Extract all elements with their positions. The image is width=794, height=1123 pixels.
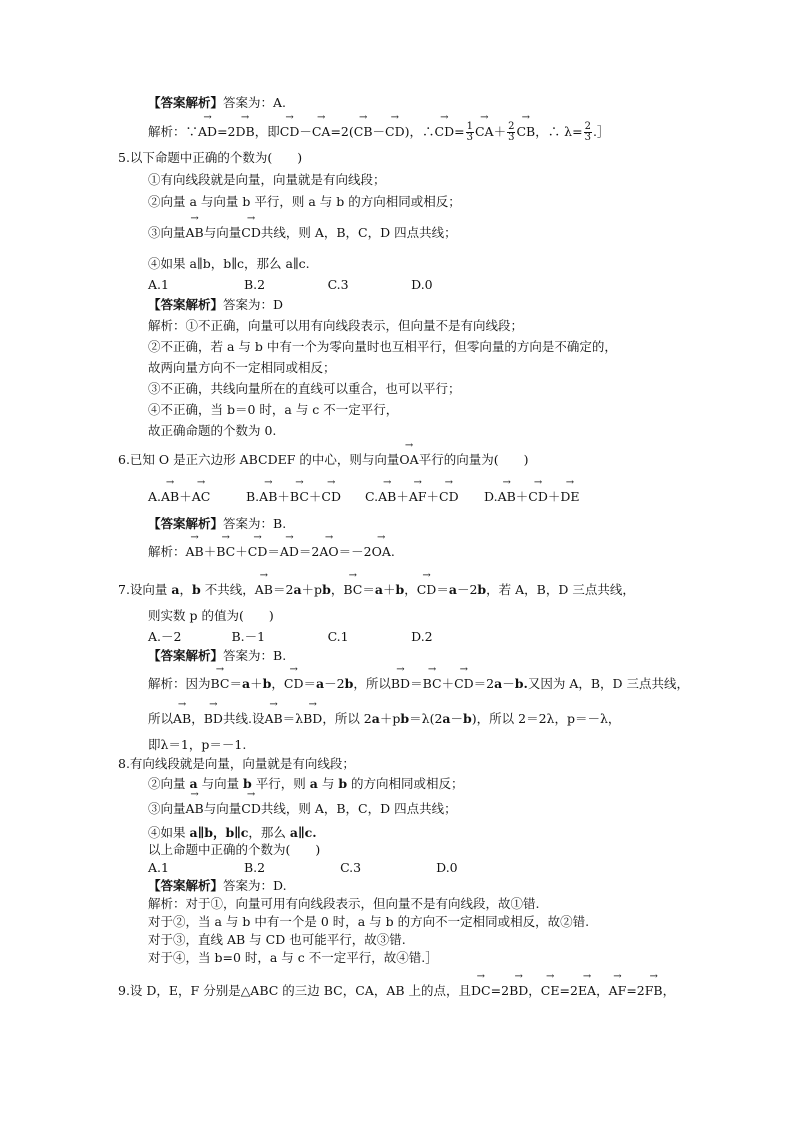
- bold-vector: a: [309, 776, 318, 791]
- q8-prop-1: 8.有向线段就是向量，向量就是有向线段；: [118, 756, 355, 771]
- q6-stem: [118, 452, 528, 468]
- text: －: [299, 124, 312, 139]
- bold-vector: a: [494, 676, 503, 691]
- q5-prop-2: ②向量 a 与向量 b 平行，则 a 与 b 的方向相同或相反；: [148, 194, 461, 209]
- numerator: 2: [584, 121, 591, 132]
- vector: → CD: [435, 124, 455, 140]
- fraction: [466, 122, 474, 143]
- vector: → EA: [578, 983, 596, 999]
- vector: → CD: [284, 676, 304, 692]
- bold-vector: a: [448, 582, 457, 597]
- text: ＋: [493, 124, 507, 139]
- q5-analysis-5: ④不正确，当 b＝0 时，a 与 c 不一定平行，: [148, 402, 399, 417]
- text: ，: [179, 582, 193, 597]
- denominator: 3: [466, 132, 473, 143]
- text: －: [450, 711, 464, 726]
- vector: → AB: [161, 489, 179, 505]
- text: 共线.设: [222, 711, 265, 726]
- text: ③向量: [148, 225, 186, 240]
- option-letter: D.: [484, 489, 498, 504]
- text: －2: [324, 676, 345, 691]
- vector: → CB: [354, 124, 373, 140]
- q4-analysis-line: [148, 122, 609, 143]
- vector: → CE: [541, 983, 560, 999]
- text: =2: [217, 124, 236, 139]
- answer-text: 答案为：A.: [223, 95, 287, 110]
- bold-vector: a: [316, 676, 325, 691]
- vector: → CD: [528, 489, 548, 505]
- q5-options: A.1 B.2 C.3 D.0: [148, 277, 433, 292]
- vector: → CD: [321, 489, 341, 505]
- q5-analysis-3: 故两向量方向不一定相同或相反；: [148, 360, 336, 375]
- text: ，: [404, 582, 417, 597]
- text: ，∴ λ=: [535, 124, 583, 139]
- vector: → AB: [186, 801, 204, 817]
- q7-stem-2: 则实数 p 的值为( ): [148, 608, 274, 623]
- q8-question: 以上命题中正确的个数为( ): [148, 842, 321, 857]
- q7-options: A.－2 B.－1 C.1 D.2: [148, 629, 433, 644]
- vector: → AD: [280, 544, 299, 560]
- text: =2: [559, 983, 578, 998]
- bold-vector: b: [463, 711, 472, 726]
- text: ＋: [179, 489, 192, 504]
- text: 9.设 D，E，F 分别是△ABC 的三边 BC，CA，AB 上的点，且: [118, 983, 472, 998]
- text: ④如果: [148, 825, 190, 840]
- text: ＋: [547, 489, 561, 504]
- text: =2: [490, 983, 510, 998]
- vector: → AB: [186, 225, 204, 241]
- text: ②向量: [148, 776, 190, 791]
- text: －: [372, 124, 386, 139]
- q5-answer-line: [148, 297, 283, 313]
- fraction: [584, 122, 592, 143]
- q5-prop-4: ④如果 a∥b，b∥c，那么 a∥c.: [148, 256, 310, 271]
- text: ，: [528, 983, 541, 998]
- vector: → AF: [609, 983, 627, 999]
- text: ＝λ: [282, 711, 304, 726]
- text: 平行，则: [251, 776, 310, 791]
- vector: → CA: [312, 124, 331, 140]
- text: =: [454, 124, 465, 139]
- vector: → DE: [560, 489, 579, 505]
- text: ，所以 2: [322, 711, 372, 726]
- bold-vector: a: [189, 776, 198, 791]
- vector: → CB: [516, 124, 535, 140]
- q8-prop-4: [148, 825, 317, 841]
- bold-vector: a: [442, 711, 451, 726]
- text: ＋: [382, 582, 396, 597]
- vector: → BC: [343, 582, 362, 598]
- text: .: [390, 544, 395, 559]
- vector: → DB: [236, 124, 255, 140]
- text: ＋p: [301, 582, 323, 597]
- vector: → CD: [280, 124, 300, 140]
- q9-stem: [118, 983, 675, 999]
- text: ＋: [426, 489, 440, 504]
- text: ，即: [254, 124, 280, 139]
- vector: → CD: [454, 676, 474, 692]
- text: ，那么: [248, 825, 290, 840]
- text: ，: [191, 711, 204, 726]
- q6-option-d: [484, 489, 580, 505]
- answer-tag: 【答案解析】: [148, 648, 224, 663]
- text: )，所以 2＝2λ，p＝－λ，: [471, 711, 621, 726]
- bold-text: a∥b，b∥c: [189, 825, 249, 840]
- answer-text: 答案为：D: [223, 297, 284, 312]
- q8-answer-line: [148, 878, 287, 894]
- q8-prop-3: [148, 801, 457, 817]
- text: －2: [456, 582, 478, 597]
- vector: → DC: [471, 983, 491, 999]
- q6-answer-line: [148, 516, 286, 532]
- q4-answer-line: [148, 95, 286, 111]
- text: ＋: [396, 489, 409, 504]
- text: ，: [596, 983, 609, 998]
- text: 平行的向量为( ): [418, 452, 529, 467]
- text: 与: [317, 776, 339, 791]
- q7-analysis-1: [148, 676, 689, 692]
- bold-vector: b: [400, 711, 410, 726]
- vector: → BD: [509, 983, 528, 999]
- answer-tag: 【答案解析】: [148, 878, 224, 893]
- text: ＝λ(2: [409, 711, 443, 726]
- text: ＝2: [298, 544, 320, 559]
- vector: → AO: [319, 544, 338, 560]
- option-letter: A.: [148, 489, 162, 504]
- q5-prop-1: ①有向线段就是向量，向量就是有向线段；: [148, 172, 386, 187]
- q6-analysis: [148, 544, 395, 560]
- text: ＝: [229, 676, 243, 691]
- text: ，: [662, 983, 676, 998]
- vector: → BC: [211, 676, 230, 692]
- option-letter: C.: [365, 489, 379, 504]
- analysis-prefix: 解析：: [148, 544, 186, 559]
- text: ＝2: [272, 582, 294, 597]
- answer-tag: 【答案解析】: [148, 516, 224, 531]
- vector: → AB: [173, 711, 191, 727]
- q8-analysis-3: 对于③，直线 AB 与 CD 也可能平行，故③错.: [148, 932, 406, 947]
- text: .］: [592, 124, 610, 139]
- text: )，∴: [404, 124, 435, 139]
- text: ＋: [277, 489, 290, 504]
- q6-option-b: [246, 489, 341, 505]
- text: ＋: [235, 544, 248, 559]
- analysis-prefix: 解析：∵: [148, 124, 199, 139]
- text: ＋: [250, 676, 263, 691]
- q7-analysis-3: 即λ＝1，p＝－1.: [148, 737, 247, 752]
- text: 共线，则 A，B，C，D 四点共线；: [260, 225, 457, 240]
- text: ＝: [362, 582, 375, 597]
- text: ＋p: [379, 711, 401, 726]
- text: 共线，则 A，B，C，D 四点共线；: [260, 801, 457, 816]
- q8-analysis-1: 解析：对于①，向量可用有向线段表示，但向量不是有向线段，故①错.: [148, 896, 540, 911]
- text: 与向量: [197, 776, 244, 791]
- vector: → CD: [248, 544, 268, 560]
- q6-option-c: [365, 489, 459, 505]
- bold-vector: a: [242, 676, 251, 691]
- text: 不共线，: [200, 582, 255, 597]
- q5-analysis-4: ③不正确，共线向量所在的直线可以重合，也可以平行；: [148, 381, 461, 396]
- answer-text: 答案为：B.: [223, 516, 287, 531]
- text: ，若 A，B，D 三点共线，: [486, 582, 635, 597]
- text: 与向量: [203, 801, 242, 816]
- vector: → BC: [423, 676, 442, 692]
- bold-vector: b: [322, 582, 331, 597]
- vector: → BC: [290, 489, 309, 505]
- bold-vector: a: [374, 582, 383, 597]
- text: 又因为 A，B，D 三点共线，: [527, 676, 690, 691]
- vector: → AB: [255, 582, 273, 598]
- vector: → CD: [241, 225, 261, 241]
- fraction: [507, 122, 515, 143]
- text: 的方向相同或相反；: [347, 776, 464, 791]
- answer-tag: 【答案解析】: [148, 297, 224, 312]
- text: －: [502, 676, 515, 691]
- text: 所以: [148, 711, 174, 726]
- bold-vector: b: [262, 676, 272, 691]
- text: ＋: [441, 676, 455, 691]
- vector: → AB: [259, 489, 277, 505]
- text: ，: [330, 582, 344, 597]
- q7-analysis-2: [148, 711, 620, 727]
- text: ，所以: [353, 676, 391, 691]
- denominator: 3: [508, 132, 515, 143]
- vector: → BC: [216, 544, 235, 560]
- vector: → CD: [241, 801, 261, 817]
- q8-options: A.1 B.2 C.3 D.0: [148, 860, 458, 875]
- text: ＝－2: [338, 544, 372, 559]
- q5-prop-3: [148, 225, 457, 241]
- text: ，: [271, 676, 284, 691]
- answer-text: 答案为：B.: [223, 648, 287, 663]
- vector: → OA: [372, 544, 391, 560]
- vector: → BD: [391, 676, 410, 692]
- text: ＋: [515, 489, 529, 504]
- vector: → CA: [475, 124, 494, 140]
- vector: → FB: [645, 983, 663, 999]
- q5-analysis-1: 解析：①不正确，向量可以用有向线段表示，但向量不是有向线段；: [148, 318, 524, 333]
- q5-analysis-2: ②不正确，若 a 与 b 中有一个为零向量时也互相平行，但零向量的方向是不确定的，: [148, 339, 617, 354]
- vector: → OA: [399, 452, 418, 468]
- q8-analysis-4: 对于④，当 b=0 时，a 与 c 不一定平行，故④错.］: [148, 950, 438, 965]
- vector: → BD: [303, 711, 322, 727]
- bold-vector: b: [338, 776, 348, 791]
- text: 7.设向量: [118, 582, 172, 597]
- q8-analysis-2: 对于②，当 a 与 b 中有一个是 0 时，a 与 b 的方向不一定相同或相反，故②错.: [148, 914, 590, 929]
- text: =2(: [330, 124, 354, 139]
- text: ＝: [267, 544, 280, 559]
- text: ＝: [436, 582, 449, 597]
- q7-stem: [118, 582, 635, 598]
- vector: → BD: [204, 711, 223, 727]
- numerator: 1: [466, 121, 473, 132]
- bold-vector: b: [477, 582, 487, 597]
- q5-stem: 5.以下命题中正确的个数为( ): [118, 150, 303, 165]
- analysis-prefix: 解析：因为: [148, 676, 211, 691]
- bold-vector: b: [243, 776, 252, 791]
- vector: → AB: [264, 711, 282, 727]
- text: ＝2: [473, 676, 495, 691]
- vector: → CD: [439, 489, 459, 505]
- vector: → CD: [417, 582, 437, 598]
- q7-answer-line: [148, 648, 286, 664]
- vector: → AC: [192, 489, 211, 505]
- option-letter: B.: [246, 489, 260, 504]
- answer-text: 答案为：D.: [223, 878, 287, 893]
- answer-tag: 【答案解析】: [148, 95, 224, 110]
- text: ＋: [203, 544, 217, 559]
- numerator: 2: [508, 121, 515, 132]
- bold-vector: b: [395, 582, 405, 597]
- vector: → AB: [186, 544, 204, 560]
- q6-option-a: [148, 489, 210, 505]
- bold-text: a∥c.: [289, 825, 317, 840]
- text: 与向量: [203, 225, 242, 240]
- bold-vector: a: [371, 711, 380, 726]
- text: =2: [626, 983, 645, 998]
- text: ③向量: [148, 801, 186, 816]
- q5-analysis-6: 故正确命题的个数为 0.: [148, 423, 277, 438]
- text: ＝: [410, 676, 423, 691]
- bold-vector: b.: [514, 676, 528, 691]
- denominator: 3: [584, 132, 591, 143]
- vector: → AB: [378, 489, 396, 505]
- vector: → AD: [198, 124, 217, 140]
- text: ＋: [308, 489, 322, 504]
- bold-vector: a: [293, 582, 302, 597]
- bold-vector: a: [171, 582, 180, 597]
- bold-vector: b: [344, 676, 354, 691]
- text: 6.已知 O 是正六边形 ABCDEF 的中心，则与向量: [118, 452, 400, 467]
- vector: → AB: [498, 489, 516, 505]
- text: ＝: [303, 676, 317, 691]
- vector: → AF: [409, 489, 427, 505]
- bold-vector: b: [192, 582, 201, 597]
- vector: → CD: [385, 124, 405, 140]
